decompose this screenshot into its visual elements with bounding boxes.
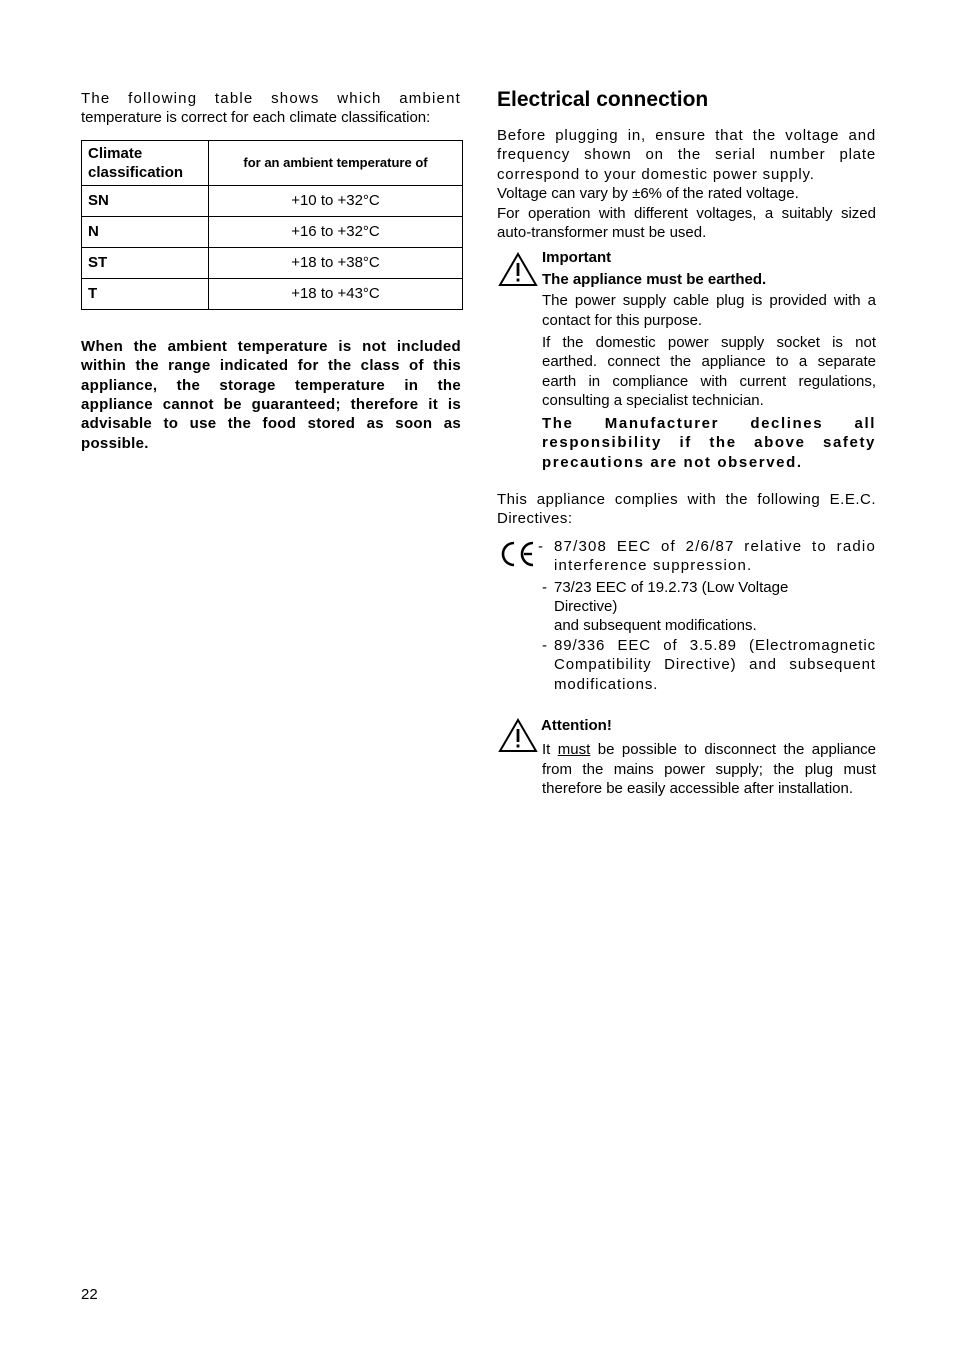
- directive-item: [542, 616, 876, 635]
- climate-table: [81, 140, 463, 310]
- directives-block: [497, 537, 876, 694]
- table-row: [82, 185, 463, 216]
- attention-text-post: be possible to disconnect the appliance from the mains power supply; the plug must therefore be easily accessible after installation.: [542, 741, 877, 798]
- important-title: Important: [542, 249, 612, 267]
- directive-dash: -: [542, 578, 547, 596]
- voltage-paragraph: Before plugging in, ensure that the voltage and frequency shown on the serial number plate correspond to your domestic power supply.: [497, 127, 876, 183]
- table-intro-line2: temperature is correct for each climate classification:: [81, 109, 431, 127]
- directive-dash: -: [538, 537, 543, 555]
- temperature-range-cell: +18 to +43°C: [209, 278, 463, 309]
- manufacturer-disclaimer: The Manufacturer declines all responsibility if the above safety precautions are not observed.: [542, 414, 876, 471]
- temperature-range-cell: +16 to +32°C: [209, 216, 463, 247]
- section-heading: Electrical connection: [497, 88, 709, 111]
- directive-item: [538, 537, 876, 576]
- directive-dash: -: [542, 636, 547, 654]
- climate-class-cell: N: [82, 216, 209, 247]
- right-column: [497, 86, 876, 802]
- voltage-variation: Voltage can vary by ±6% of the rated voltage.: [497, 185, 799, 203]
- directive-text: 73/23 EEC of 19.2.73 (Low Voltage Directive): [554, 578, 789, 615]
- attention-notice: [497, 716, 876, 799]
- climate-class-cell: SN: [82, 185, 209, 216]
- ce-mark-icon: [499, 539, 537, 569]
- temperature-range-cell: +18 to +38°C: [209, 247, 463, 278]
- earth-contact-text: The power supply cable plug is provided with a contact for this purpose.: [542, 292, 876, 329]
- temperature-range-cell: +10 to +32°C: [209, 185, 463, 216]
- directive-text: 87/308 EEC of 2/6/87 relative to radio interference suppression.: [554, 537, 876, 575]
- header-climate-classification: [82, 140, 209, 185]
- climate-class-cell: T: [82, 278, 209, 309]
- important-subtitle: The appliance must be earthed.: [542, 270, 767, 288]
- climate-table-header: [82, 140, 463, 185]
- directive-item: [542, 578, 876, 617]
- left-column: [81, 89, 461, 453]
- directives-intro: This appliance complies with the following E.E.C. Directives:: [497, 490, 876, 528]
- directive-item: [542, 636, 876, 694]
- directive-dash: [542, 616, 554, 635]
- important-notice: [497, 248, 876, 471]
- header1-line1: Climate: [88, 144, 143, 162]
- attention-text-pre: It: [542, 741, 558, 759]
- temperature-warning: When the ambient temperature is not included within the range indicated for the class of this appliance, the storage temperature in the appliance cannot be guaranteed; therefore it is advisable to use the food stored as soon as possible.: [81, 337, 461, 452]
- table-row: [82, 216, 463, 247]
- attention-text-emphasis: must: [557, 741, 591, 759]
- page-number: 22: [81, 1286, 98, 1303]
- earth-socket-text: If the domestic power supply socket is not earthed. connect the appliance to a separate earth in compliance with current regulations, consulting a specialist technician.: [542, 334, 876, 410]
- warning-triangle-icon: [498, 252, 538, 288]
- attention-text: [542, 740, 876, 798]
- table-row: [82, 247, 463, 278]
- table-row: [82, 278, 463, 309]
- directive-text: 89/336 EEC of 3.5.89 (Electromagnetic Compatibility Directive) and subsequent modifications.: [554, 636, 876, 693]
- transformer-paragraph: For operation with different voltages, a suitably sized auto-transformer must be used.: [497, 204, 876, 242]
- climate-class-cell: ST: [82, 247, 209, 278]
- directive-text: and subsequent modifications.: [554, 617, 757, 635]
- attention-title: Attention!: [541, 716, 612, 734]
- table-intro-line1: The following table shows which ambient: [81, 90, 461, 107]
- header-ambient-temperature: for an ambient temperature of: [209, 140, 463, 185]
- warning-triangle-icon: [498, 718, 538, 754]
- header1-line2: classification: [88, 163, 184, 181]
